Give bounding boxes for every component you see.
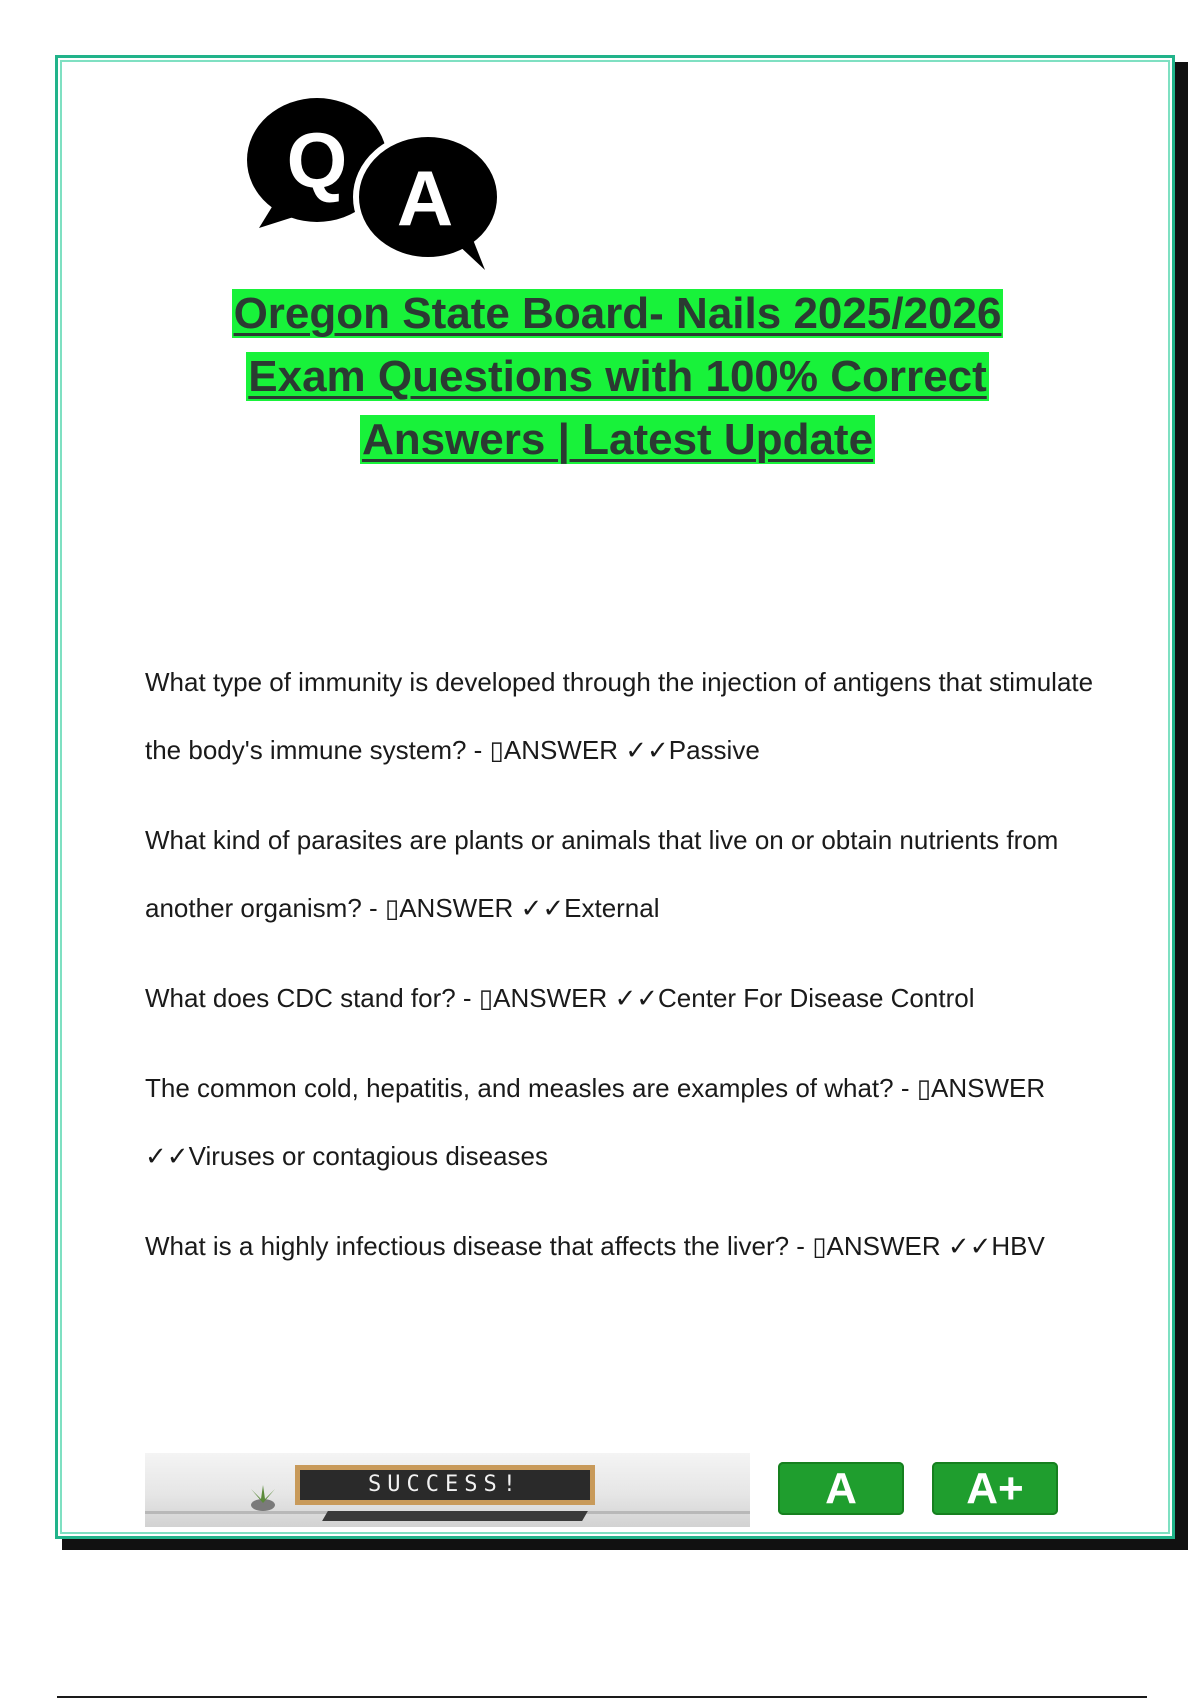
title-line-3: Answers | Latest Update bbox=[361, 415, 874, 464]
laptop-icon bbox=[322, 1511, 588, 1521]
success-sign: SUCCESS! bbox=[295, 1465, 595, 1505]
qa-item bbox=[145, 648, 1105, 784]
qa-item bbox=[145, 1054, 1105, 1190]
a-letter: A bbox=[396, 154, 454, 242]
qa-text: The common cold, hepatitis, and measles are examples of what? - ▯ANSWER ✓✓Viruses or contagious diseases bbox=[145, 1073, 1053, 1171]
qa-text: What type of immunity is developed through the injection of antigens that stimulate the body's immune system? - ▯ANSWER ✓✓Passive bbox=[145, 667, 1101, 765]
grade-a-badge: A bbox=[778, 1462, 904, 1515]
qa-text: What is a highly infectious disease that affects the liver? - ▯ANSWER ✓✓HBV bbox=[145, 1231, 1045, 1261]
q-letter: Q bbox=[286, 116, 348, 204]
success-banner-image bbox=[145, 1453, 750, 1527]
qa-list bbox=[145, 648, 1105, 1302]
document-title bbox=[100, 282, 1135, 471]
qa-text: What kind of parasites are plants or animals that live on or obtain nutrients from another organism? - ▯ANSWER ✓✓External bbox=[145, 825, 1066, 923]
title-line-1: Oregon State Board- Nails 2025/2026 bbox=[233, 289, 1002, 338]
plant-icon bbox=[243, 1483, 283, 1513]
qa-text: What does CDC stand for? - ▯ANSWER ✓✓Center For Disease Control bbox=[145, 983, 975, 1013]
qa-item bbox=[145, 964, 1105, 1032]
a-bubble-icon bbox=[356, 134, 500, 270]
qa-logo-icon bbox=[245, 92, 510, 272]
title-line-2: Exam Questions with 100% Correct bbox=[248, 352, 987, 401]
grade-a-plus-badge: A+ bbox=[932, 1462, 1058, 1515]
qa-item bbox=[145, 1212, 1105, 1280]
bottom-divider bbox=[57, 1696, 1147, 1698]
qa-item bbox=[145, 806, 1105, 942]
